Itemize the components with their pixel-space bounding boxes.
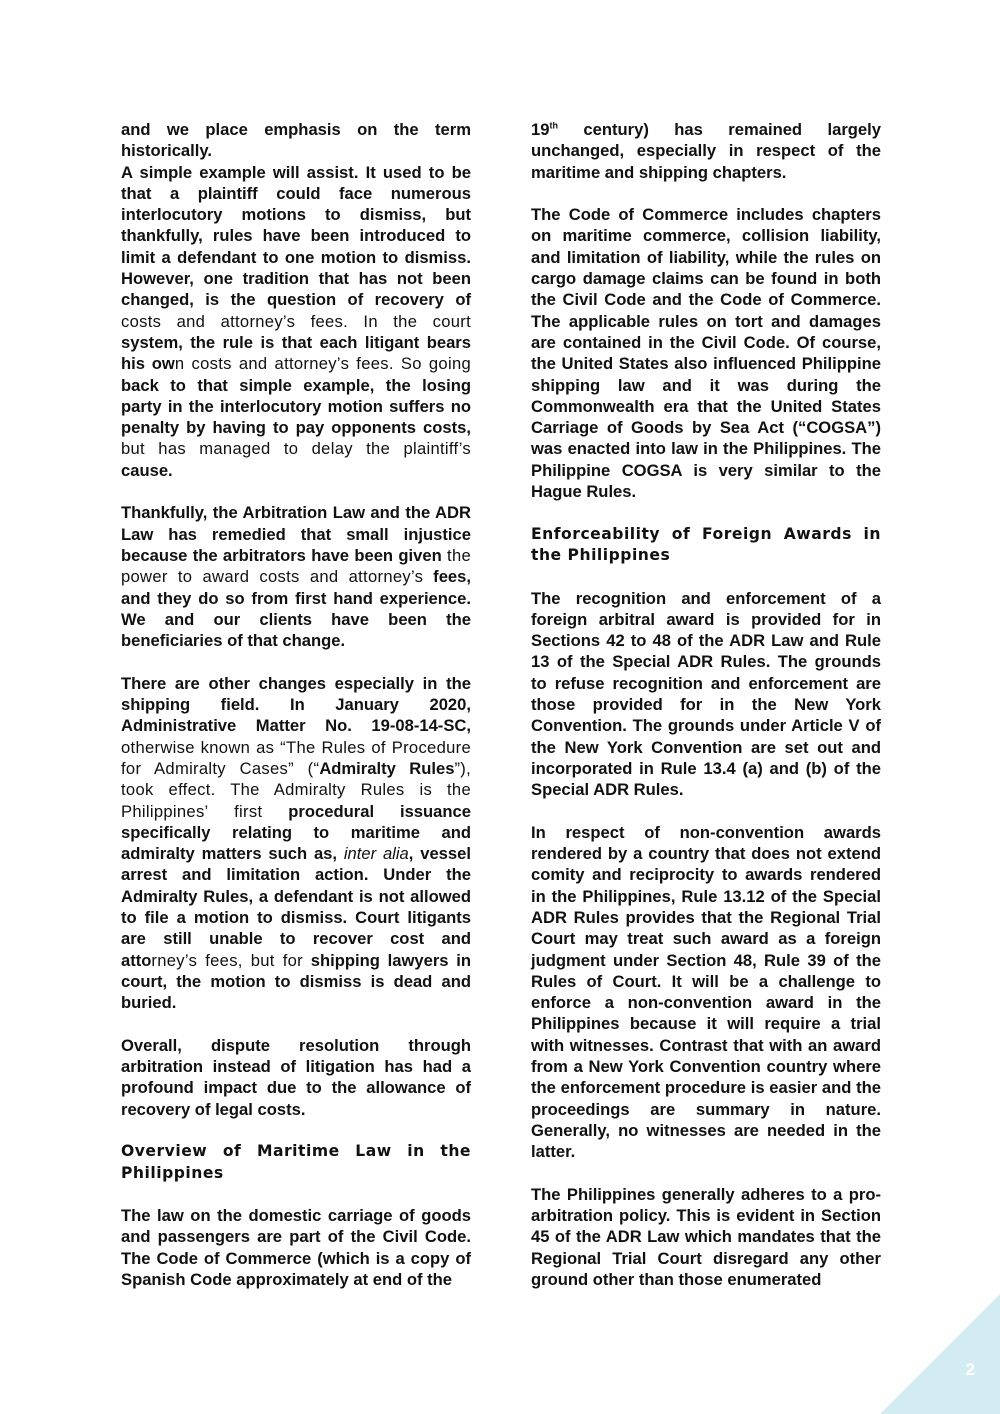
paragraph: The Philippines generally adheres to a pro-arbitration policy. This is evident in Section 45 of the ADR Law which mandates that the Regional Trial Court disregard any other ground other than those enumerated (531, 1184, 881, 1290)
paragraph: 19th century) has remained largely unchanged, especially in respect of the maritime and shipping chapters. (531, 120, 881, 182)
paragraph: Thankfully, the Arbitration Law and the ADR Law has remedied that small injustice because the arbitrators have been given the power to award costs and attorney’s fees, and they do so from first hand experience. We and our clients have been the beneficiaries of that change. (121, 503, 471, 651)
paragraph: A simple example will assist. It used to be that a plaintiff could face numerous interlocutory motions to dismiss, but thankfully, rules have been introduced to limit a defendant to one motion to dismiss. However, one tradition that has not been changed, is the question of recovery of costs and attorney’s fees. In the court system, the rule is that each litigant bears his own costs and attorney’s fees. So going back to that simple example, the losing party in the interlocutory motion suffers no penalty by having to pay opponents costs, but has managed to delay the plaintiff’s cause. (121, 162, 471, 480)
paragraph: The recognition and enforcement of a foreign arbitral award is provided for in Sections 42 to 48 of the ADR Law and Rule 13 of the Special ADR Rules. The grounds to refuse recognition and enforcement are those provided for in the New York Convention. The grounds under Article V of the New York Convention are set out and incorporated in Rule 13.4 (a) and (b) of the Special ADR Rules. (531, 588, 881, 800)
left-column (121, 119, 471, 1312)
paragraph: The law on the domestic carriage of goods and passengers are part of the Civil Code. The Code of Commerce (which is a copy of Spanish Code approximately at end of the (121, 1206, 471, 1290)
paragraph: Overall, dispute resolution through arbitration instead of litigation has had a profound impact due to the allowance of recovery of legal costs. (121, 1035, 471, 1119)
page-number: 2 (965, 1360, 975, 1379)
paragraph: The Code of Commerce includes chapters on maritime commerce, collision liability, and limitation of liability, while the rules on cargo damage claims can be found in both the Civil Code and the Code of Commerce. The applicable rules on tort and damages are contained in the Civil Code. Of course, the United States also influenced Philippine shipping law and it was during the Commonwealth era that the United States Carriage of Goods by Sea Act (“COGSA”) was enacted into law in the Philippines. The Philippine COGSA is very similar to the Hague Rules. (531, 205, 881, 502)
corner-triangle-decoration (880, 1294, 1000, 1414)
paragraph: and we place emphasis on the term historically. (121, 120, 471, 161)
section-heading: Overview of Maritime Law in the Philippines (121, 1142, 471, 1182)
section-heading: Enforceability of Foreign Awards in the Philippines (531, 524, 881, 564)
paragraph: In respect of non-convention awards rendered by a country that does not extend comity and reciprocity to awards rendered in the Philippines, Rule 13.12 of the Special ADR Rules provides that the Regional Trial Court may treat such award as a foreign judgment under Section 48, Rule 39 of the Rules of Court. It will be a challenge to enforce a non-convention award in the Philippines because it will require a trial with witnesses. Contrast that with an award from a New York Convention country where the enforcement procedure is easier and the proceedings are summary in nature. Generally, no witnesses are needed in the latter. (531, 822, 881, 1162)
right-column (531, 119, 881, 1312)
paragraph: There are other changes especially in the shipping field. In January 2020, Administrative Matter No. 19-08-14-SC, otherwise known as “The Rules of Procedure for Admiralty Cases” (“Admiralty Rules”), took effect. The Admiralty Rules is the Philippines’ first procedural issuance specifically relating to maritime and admiralty matters such as, inter alia, vessel arrest and limitation action. Under the Admiralty Rules, a defendant is not allowed to file a motion to dismiss. Court litigants are still unable to recover cost and attorney’s fees, but for shipping lawyers in court, the motion to dismiss is dead and buried. (121, 673, 471, 1013)
